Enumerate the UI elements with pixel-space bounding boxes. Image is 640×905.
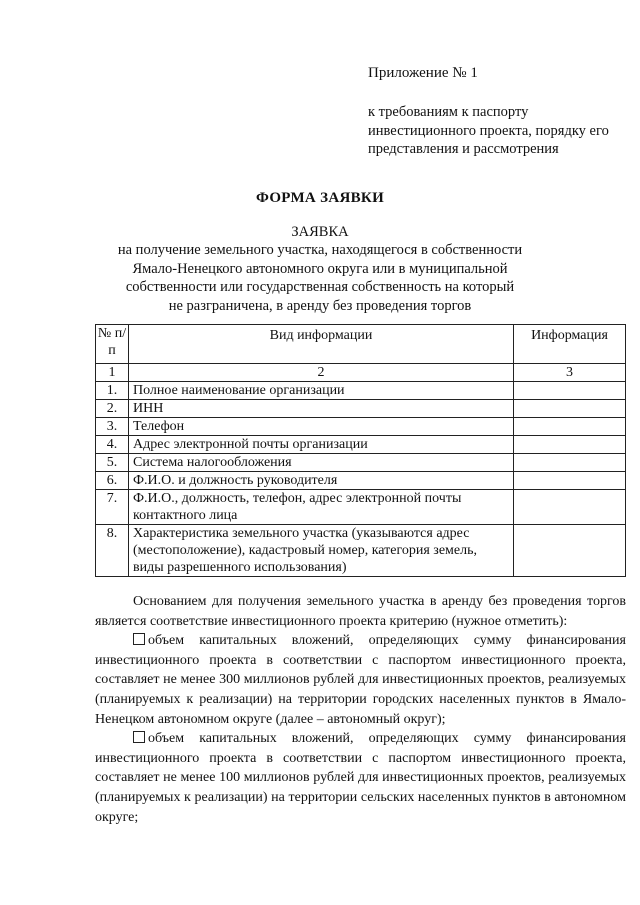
table-index-row [96, 364, 626, 382]
index-cell: 2 [129, 364, 514, 382]
row-info[interactable] [514, 472, 626, 490]
annex-subtitle-line: к требованиям к паспорту [368, 104, 529, 120]
option-text: объем капитальных вложений, определяющих сумму финансирования инвестиционного проекта в соответствии с паспортом инвестиционного проекта, составляет не менее 300 миллионов рублей для инвестиционных проектов, реализуемых (планируемых к реализации) на территории городских населенных пунктов в Ямало-Ненецком автономном округе (далее – автономный округ); [95, 633, 626, 727]
row-num: 4. [96, 436, 129, 454]
row-num: 6. [96, 472, 129, 490]
row-info[interactable] [514, 490, 626, 525]
application-title: ЗАЯВКА [291, 224, 349, 240]
row-num: 5. [96, 454, 129, 472]
application-subtitle-line: на получение земельного участка, находящегося в собственности [117, 242, 523, 258]
header-num: № п/п [96, 325, 129, 364]
row-kind: Полное наименование организации [129, 382, 514, 400]
table-row [96, 382, 626, 400]
table-row [96, 436, 626, 454]
table-row [96, 418, 626, 436]
row-kind: Ф.И.О. и должность руководителя [129, 472, 514, 490]
row-info[interactable] [514, 454, 626, 472]
option-paragraph [95, 729, 626, 827]
option-text: объем капитальных вложений, определяющих сумму финансирования инвестиционного проекта в соответствии с паспортом инвестиционного проекта, составляет не менее 100 миллионов рублей для инвестиционных проектов, реализуемых (планируемых к реализации) на территории сельских населенных пунктов в автономном округе; [95, 731, 626, 825]
row-info[interactable] [514, 436, 626, 454]
application-subtitle [110, 241, 530, 315]
row-info[interactable] [514, 400, 626, 418]
info-table [95, 324, 626, 577]
application-subtitle-line: Ямало-Ненецкого автономного округа или в муниципальной [132, 260, 508, 277]
row-kind: ИНН [129, 400, 514, 418]
table-row [96, 454, 626, 472]
row-num: 2. [96, 400, 129, 418]
row-kind: Адрес электронной почты организации [129, 436, 514, 454]
table-row [96, 525, 626, 577]
row-info[interactable] [514, 418, 626, 436]
row-num: 8. [96, 525, 129, 577]
annex-subtitle-line: инвестиционного проекта, порядку его [368, 122, 609, 139]
application-subtitle-line: не разграничена, в аренду без проведения торгов [168, 297, 472, 314]
annex-subtitle-line: представления и рассмотрения [368, 141, 559, 157]
body-text [95, 592, 626, 827]
row-num: 3. [96, 418, 129, 436]
row-info[interactable] [514, 525, 626, 577]
index-cell: 1 [96, 364, 129, 382]
row-num: 1. [96, 382, 129, 400]
intro-paragraph: Основанием для получения земельного участка в аренду без проведения торгов является соответствие инвестиционного проекта критерию (нужное отметить): [95, 594, 626, 629]
checkbox-icon[interactable] [133, 633, 145, 645]
table-row [96, 472, 626, 490]
table-row [96, 400, 626, 418]
header-kind: Вид информации [129, 325, 514, 364]
row-num: 7. [96, 490, 129, 525]
checkbox-icon[interactable] [133, 731, 145, 743]
header-info: Информация [514, 325, 626, 364]
application-subtitle-line: собственности или государственная собственность на который [125, 279, 515, 295]
table-header-row [96, 325, 626, 364]
annex-title: Приложение № 1 [368, 65, 478, 81]
option-paragraph [95, 631, 626, 729]
row-kind: Система налогообложения [129, 454, 514, 472]
annex-subtitle [368, 103, 630, 159]
form-title: ФОРМА ЗАЯВКИ [255, 190, 385, 206]
table-row [96, 490, 626, 525]
row-kind: Ф.И.О., должность, телефон, адрес электронной почты контактного лица [129, 490, 514, 525]
row-kind: Характеристика земельного участка (указываются адрес (местоположение), кадастровый номер, категория земель, виды разрешенного использования) [129, 525, 514, 577]
index-cell: 3 [514, 364, 626, 382]
row-info[interactable] [514, 382, 626, 400]
row-kind: Телефон [129, 418, 514, 436]
